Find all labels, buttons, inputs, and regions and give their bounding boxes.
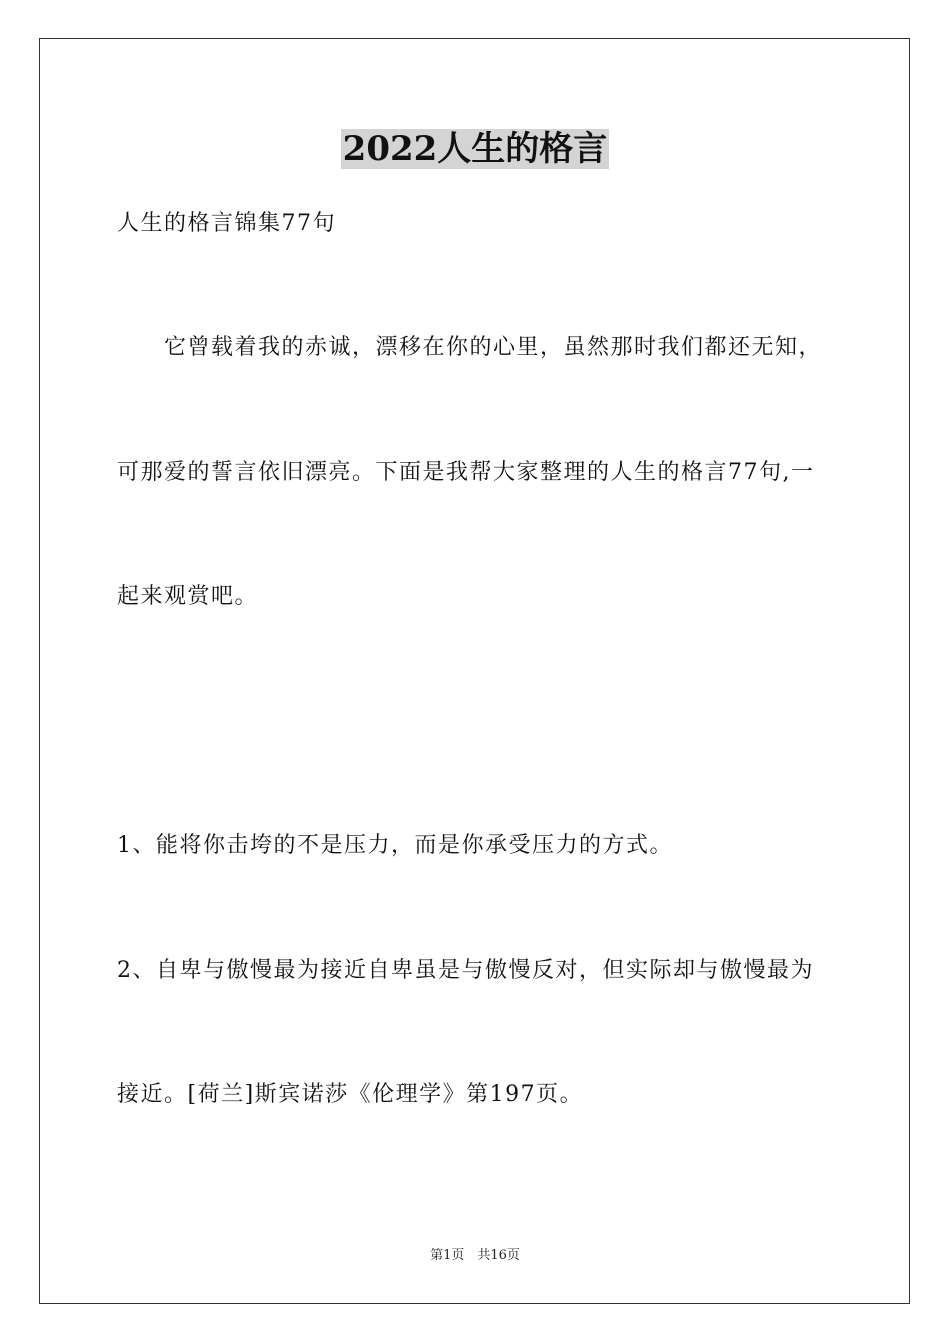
list-item-2-line-2: 接近。[荷兰]斯宾诺莎《伦理学》第197页。 [117, 1082, 584, 1107]
list-item-1: 1、能将你击垮的不是压力，而是你承受压力的方式。 [117, 833, 673, 858]
intro-line-1: 它曾载着我的赤诚，漂移在你的心里，虽然那时我们都还无知， [117, 335, 823, 360]
document-title-text: 2022人生的格言 [342, 129, 608, 169]
document-title [0, 126, 950, 172]
list-item-2-line-1: 2、自卑与傲慢最为接近自卑虽是与傲慢反对，但实际却与傲慢最为 [117, 958, 814, 983]
subtitle-line: 人生的格言锦集77句 [117, 211, 336, 236]
page-footer: 第1页 共16页 [430, 1248, 520, 1263]
intro-line-2: 可那爱的誓言依旧漂亮。下面是我帮大家整理的人生的格言77句,一 [117, 460, 815, 485]
intro-line-3: 起来观赏吧。 [117, 584, 259, 609]
